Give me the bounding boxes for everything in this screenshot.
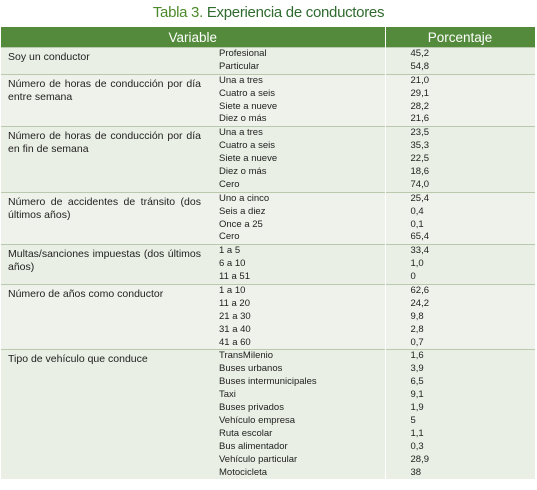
percentage-value: 54,8 — [410, 60, 429, 72]
percentage-value: 35,3 — [410, 140, 429, 152]
percentage-value: 1,9 — [410, 402, 424, 414]
percentage-value: 25,4 — [410, 192, 429, 204]
category-label: 11 a 51 — [219, 271, 250, 283]
percentage-cell — [385, 350, 535, 479]
category-label: Una a tres — [219, 74, 263, 86]
category-cell — [209, 245, 385, 285]
percentage-value: 45,2 — [410, 48, 429, 59]
category-label: 41 a 60 — [219, 336, 251, 348]
variable-name: Número de accidentes de tránsito (dos últimos años) — [1, 192, 209, 245]
percentage-value: 33,4 — [410, 245, 429, 257]
percentage-value: 23,5 — [410, 127, 429, 139]
category-label: Diez o más — [219, 113, 267, 125]
percentage-value: 1,6 — [410, 350, 424, 362]
percentage-value: 1,0 — [410, 258, 424, 270]
category-label: Buses intermunicipales — [219, 376, 317, 388]
driver-experience-table — [1, 27, 536, 479]
category-label: Once a 25 — [219, 218, 263, 230]
percentage-cell — [385, 285, 535, 350]
category-cell — [209, 127, 385, 192]
percentage-value: 5 — [410, 414, 416, 426]
table-row — [1, 48, 535, 75]
percentage-value: 24,2 — [410, 297, 429, 309]
percentage-value: 0,1 — [410, 218, 424, 230]
category-label: 1 a 10 — [219, 285, 246, 297]
category-cell — [209, 74, 385, 127]
percentage-value: 28,9 — [410, 453, 429, 465]
table-row — [1, 285, 535, 350]
variable-name: Tipo de vehículo que conduce — [1, 350, 209, 479]
percentage-value: 0,4 — [410, 205, 424, 217]
percentage-value: 65,4 — [410, 231, 429, 243]
category-label: Bus alimentador — [219, 440, 288, 452]
category-label: Cuatro a seis — [219, 87, 275, 99]
variable-name: Soy un conductor — [1, 48, 209, 75]
percentage-cell — [385, 74, 535, 127]
category-label: TransMilenio — [219, 350, 274, 362]
percentage-value: 74,0 — [410, 178, 429, 190]
category-cell — [209, 350, 385, 479]
variable-name: Número de años como conductor — [1, 285, 209, 350]
caption-label: Tabla 3. — [152, 4, 203, 21]
percentage-value: 18,6 — [410, 166, 429, 178]
table-row — [1, 192, 535, 245]
percentage-value: 1,1 — [410, 427, 424, 439]
header-percentage: Porcentaje — [385, 27, 535, 48]
percentage-value: 62,6 — [410, 285, 429, 297]
percentage-value: 9,1 — [410, 389, 424, 401]
percentage-value: 0 — [410, 271, 416, 283]
percentage-value: 9,8 — [410, 310, 424, 322]
table-row — [1, 245, 535, 285]
percentage-value: 22,5 — [410, 153, 429, 165]
table-header — [1, 27, 535, 48]
header-variable: Variable — [1, 27, 385, 48]
percentage-value: 28,2 — [410, 100, 429, 112]
category-label: 21 a 30 — [219, 310, 251, 322]
category-label: Particular — [219, 60, 260, 72]
percentage-cell — [385, 245, 535, 285]
category-label: Taxi — [219, 389, 236, 401]
category-label: Cuatro a seis — [219, 140, 275, 152]
percentage-value: 29,1 — [410, 87, 429, 99]
category-label: Siete a nueve — [219, 153, 278, 165]
category-label: Vehículo empresa — [219, 414, 296, 426]
table-row — [1, 127, 535, 192]
category-label: Cero — [219, 178, 240, 190]
percentage-cell — [385, 127, 535, 192]
category-label: Seis a diez — [219, 205, 266, 217]
category-label: Cero — [219, 231, 240, 243]
percentage-value: 38 — [410, 466, 422, 478]
percentage-cell — [385, 48, 535, 75]
table-row — [1, 74, 535, 127]
category-label: Una a tres — [219, 127, 263, 139]
category-label: Siete a nueve — [219, 100, 278, 112]
percentage-value: 0,3 — [410, 440, 424, 452]
variable-name: Número de horas de conducción por día entre semana — [1, 74, 209, 127]
category-label: Buses urbanos — [219, 363, 283, 375]
category-label: 31 a 40 — [219, 323, 251, 335]
category-label: 1 a 5 — [219, 245, 241, 257]
category-label: Profesional — [219, 48, 267, 59]
variable-name: Multas/sanciones impuestas (dos últimos años) — [1, 245, 209, 285]
table-body — [1, 48, 535, 480]
category-label: Buses privados — [219, 402, 284, 414]
category-cell — [209, 192, 385, 245]
percentage-cell — [385, 192, 535, 245]
percentage-value: 2,8 — [410, 323, 424, 335]
category-label: Uno a cinco — [219, 192, 270, 204]
category-label: Diez o más — [219, 166, 267, 178]
category-cell — [209, 48, 385, 75]
category-label: 11 a 20 — [219, 297, 250, 309]
category-label: Motocicleta — [219, 466, 268, 478]
percentage-value: 21,0 — [410, 74, 429, 86]
percentage-value: 3,9 — [410, 363, 424, 375]
category-label: Vehículo particular — [219, 453, 298, 465]
percentage-value: 21,6 — [410, 113, 429, 125]
category-label: 6 a 10 — [219, 258, 246, 270]
percentage-value: 6,5 — [410, 376, 424, 388]
percentage-value: 0,7 — [410, 336, 424, 348]
caption-title: Experiencia de conductores — [206, 4, 385, 21]
table-row — [1, 350, 535, 479]
variable-name: Número de horas de conducción por día en fin de semana — [1, 127, 209, 192]
table-caption — [0, 0, 537, 27]
category-label: Ruta escolar — [219, 427, 273, 439]
category-cell — [209, 285, 385, 350]
